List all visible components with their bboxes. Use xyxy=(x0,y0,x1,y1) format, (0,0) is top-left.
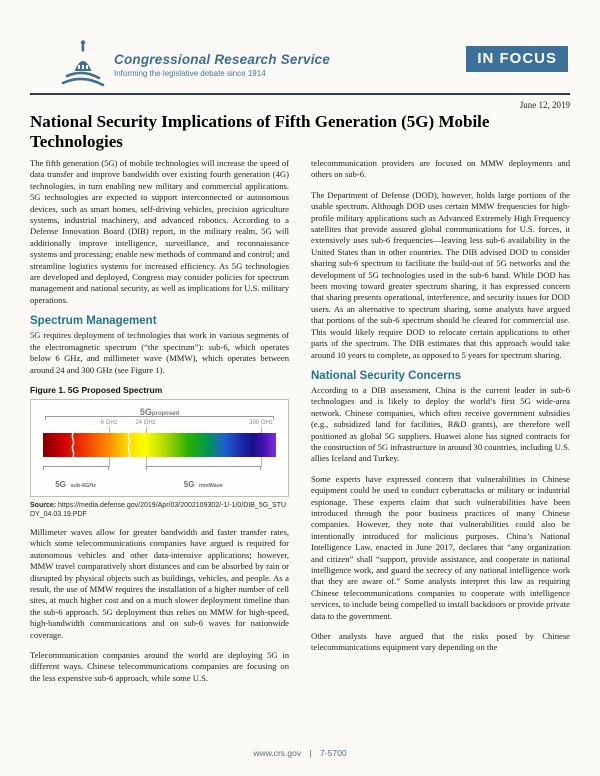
intro-paragraph: The fifth generation (5G) of mobile technologies will increase the speed of data transfer and improve bandwidth over existing fourth generation (4G) technologies, in turn enabling new military and commercial applications. 5G technologies are expected to support interconnected or autonomous devices, such as smart homes, self-driving vehicles, precision agriculture systems, industrial machinery, and advanced robotics. According to a Defense Innovation Board (DIB) report, in the military realm, 5G will additionally improve intelligence, surveillance, and reconnaissance systems and processing; enable new methods of command and control; and streamline logistics systems for increased efficiency. As 5G technologies are developed and deployed, Congress may consider policies for spectrum management and national security, as well as implications for U.S. military operations. xyxy=(30,158,289,305)
spectrum-proposed-label: 5Gproposed xyxy=(139,406,180,417)
figure-1 xyxy=(30,385,289,519)
dod-spectrum-paragraph: The Department of Defense (DOD), however, holds large portions of the usable spectrum. Although DOD uses certain MMW frequencies for high-profile military applications such as Advanced Extremely High Frequency satellites that provide assured global communications for U.S. forces, it extensively uses sub-6 frequencies—leaving less sub-6 availability in the United States than in other countries. The DIB advised DOD to consider sharing sub-6 spectrum to facilitate the build-out of 5G networks and the development of 5G technologies used in the sub-6 band. While DOD has been moving toward greater spectrum sharing, it has expressed concern that sharing presents operational, interference, and security issues for DOD users. As an alternative to spectrum sharing, some analysts have argued that portions of the sub-6 spectrum should be cleared for commercial use. This would likely require DOD to relocate certain applications to other parts of the spectrum. The DIB estimates that this approach would take around 10 years to complete, as opposed to 5 years for spectrum sharing. xyxy=(311,189,570,360)
section-heading-national-security: National Security Concerns xyxy=(311,369,462,382)
spectrum-break-marks xyxy=(43,433,143,457)
spectrum-diagram xyxy=(30,399,289,497)
source-label: Source: xyxy=(30,501,57,509)
tick-6ghz: 6 GHz xyxy=(100,419,118,426)
other-analysts-paragraph: Other analysts have argued that the risks posed by Chinese telecommunications equipment vary depending on the xyxy=(311,631,570,653)
crs-capitol-logo-icon xyxy=(58,38,108,88)
sub6-range-bracket xyxy=(43,466,109,470)
document-header xyxy=(30,38,570,90)
footer-phone: 7-5700 xyxy=(320,748,347,758)
org-name: Congressional Research Service xyxy=(114,52,331,67)
vulnerabilities-paragraph: Some experts have expressed concern that vulnerabilities in Chinese equipment could be used to conduct cyberattacks or military or industrial espionage. These experts claim that such vulnerabilities have been introduced through the poor business practices of many Chinese companies. However, they note that vulnerabilities could also be intentionally introduced for malicious purposes. China’s National Intelligence Law, enacted in June 2017, declares that “any organization and citizen” shall “support, provide assistance, and cooperate in national intelligence work, and guard the secrecy of any national intelligence work that they are aware of.” Some analysts interpret this law as requiring Chinese telecommunications companies to cooperate with intelligence services, to include being compelled to install backdoors or provide private data to the government. xyxy=(311,473,570,621)
left-column xyxy=(30,158,289,736)
in-focus-badge: IN FOCUS xyxy=(466,46,568,72)
org-tagline: Informing the legislative debate since 1914 xyxy=(114,69,266,78)
right-column xyxy=(311,158,570,736)
mmwave-label: 5G mmWave xyxy=(183,479,223,489)
spectrum-intro-paragraph: 5G requires deployment of technologies that work in various segments of the electromagnetic spectrum (“the spectrum”): sub-6, which operates below 6 GHz, and millimeter wave (MMW), which operates between around 24 and 300 GHz (see Figure 1). xyxy=(30,330,289,375)
footer-divider: | xyxy=(309,748,312,758)
page-footer xyxy=(0,748,600,758)
tick-24ghz: 24 GHz xyxy=(135,419,156,426)
footer-site-link[interactable]: www.crs.gov xyxy=(253,748,302,758)
sub6-label: 5G sub-6GHz xyxy=(55,479,97,489)
tick-300ghz: 300 GHz xyxy=(249,419,273,426)
china-leader-paragraph: According to a DIB assessment, China is the current leader in sub-6 technologies and is likely to deploy the world’s first 5G wide-area network. Chinese companies, which often receive government subsidies (e.g., subsidized land for facilities, R&D grants), are therefore well positioned as global 5G suppliers. Huawei alone has signed contracts for the construction of 5G infrastructure in around 30 countries, including U.S. allies Iceland and Turkey. xyxy=(311,384,570,464)
telecom-continued-paragraph: telecommunication providers are focused on MMW deployments and others on sub-6. xyxy=(311,158,570,180)
header-divider xyxy=(30,93,570,95)
mmwave-range-bracket xyxy=(146,466,262,470)
crs-wordmark xyxy=(114,52,330,78)
proposed-range-bracket xyxy=(45,416,273,420)
body-columns xyxy=(30,158,570,736)
publication-date: June 12, 2019 xyxy=(519,100,570,110)
mmw-paragraph: Millimeter waves allow for greater bandwidth and faster transfer rates, which some telecommunications companies have argued is required for autonomous vehicles and other data-intensive applications; however, MMW travel comparatively short distances and can be absorbed by rain or disrupted by physical objects such as buildings, vehicles, and people. As a result, the use of MMW requires the installation of a higher number of cell sites, at much higher cost and on a much slower deployment timeline than the sub-6 approach. 5G deployment thus relies on MMW for high-speed, high-bandwidth communications and on sub-6 waves for nationwide coverage. xyxy=(30,526,289,640)
page-title: National Security Implications of Fifth Generation (5G) Mobile Technologies xyxy=(30,112,490,151)
source-url[interactable]: https://media.defense.gov/2019/Apr/03/2002109302/-1/-1/0/DIB_5G_STUDY_04.03.19.PDF xyxy=(30,501,287,518)
telecom-paragraph: Telecommunication companies around the world are deploying 5G in different ways. Chinese telecommunications companies are focusing on the less expensive sub-6 approach, while some U.S. xyxy=(30,649,289,683)
figure-source xyxy=(30,501,289,519)
figure-caption: Figure 1. 5G Proposed Spectrum xyxy=(30,384,163,395)
section-heading-spectrum-management: Spectrum Management xyxy=(30,315,157,328)
